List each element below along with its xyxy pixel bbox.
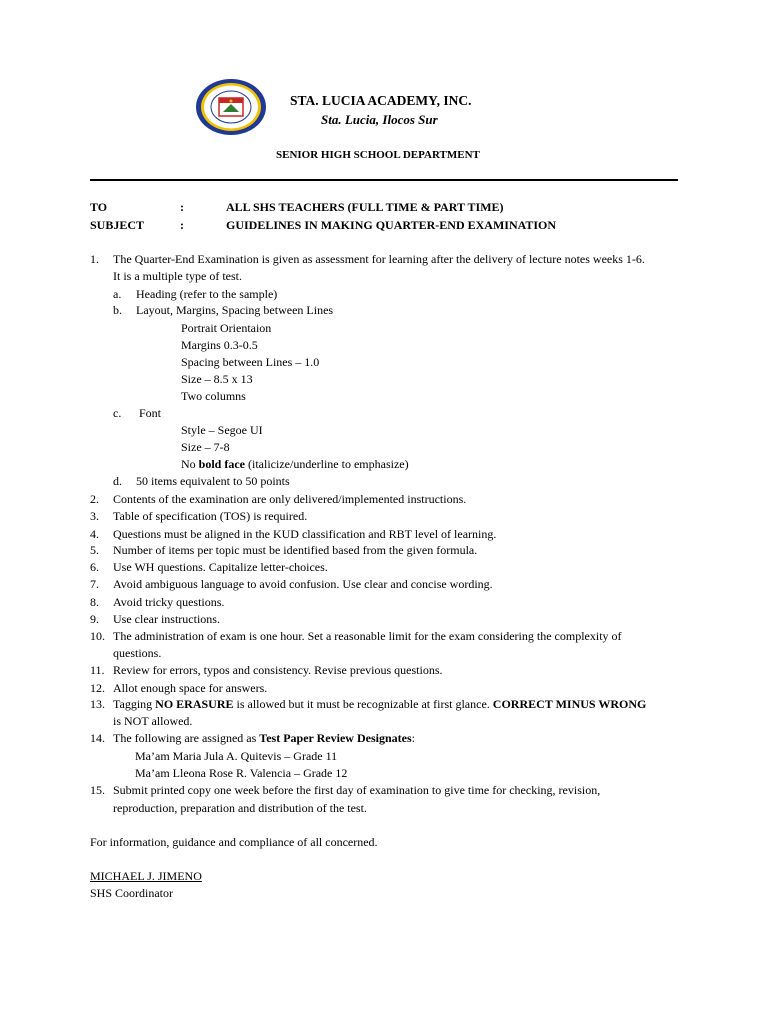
item-14-line-1 bbox=[113, 731, 415, 746]
subject-colon: : bbox=[180, 218, 184, 232]
item-10-line-1: The administration of exam is one hour. Set a reasonable limit for the exam considering the complexity of bbox=[113, 629, 622, 643]
item-8-number: 8. bbox=[90, 595, 99, 609]
layout-orientation: Portrait Orientaion bbox=[181, 321, 272, 335]
item-1d-text: 50 items equivalent to 50 points bbox=[136, 474, 290, 488]
layout-size: Size – 8.5 x 13 bbox=[181, 372, 253, 386]
item-13-line-1 bbox=[113, 697, 646, 712]
item-10-number: 10. bbox=[90, 629, 105, 643]
to-colon: : bbox=[180, 200, 184, 214]
item-14-bold-designates: Test Paper Review Designates bbox=[259, 731, 412, 745]
item-13-number: 13. bbox=[90, 697, 105, 711]
item-1c-text: Font bbox=[139, 406, 162, 420]
font-size: Size – 7-8 bbox=[181, 440, 230, 454]
item-13-mid: is allowed but it must be recognizable at first glance. bbox=[233, 697, 493, 711]
organization-location: Sta. Lucia, Ilocos Sur bbox=[321, 112, 438, 127]
layout-margins: Margins 0.3-0.5 bbox=[181, 338, 258, 352]
item-10-line-2: questions. bbox=[113, 646, 162, 660]
item-13-bold-no-erasure: NO ERASURE bbox=[155, 697, 234, 711]
item-9-text: Use clear instructions. bbox=[113, 612, 220, 626]
signatory-name: MICHAEL J. JIMENO bbox=[90, 869, 202, 883]
subject-label: SUBJECT bbox=[90, 218, 145, 232]
item-8-text: Avoid tricky questions. bbox=[113, 595, 225, 609]
item-13-pre: Tagging bbox=[113, 697, 156, 711]
item-12-text: Allot enough space for answers. bbox=[113, 681, 268, 695]
item-1b-marker: b. bbox=[113, 303, 122, 317]
item-1d-marker: d. bbox=[113, 474, 122, 488]
item-13-line-2: is NOT allowed. bbox=[113, 714, 193, 728]
item-7-number: 7. bbox=[90, 577, 99, 591]
item-15-line-2: reproduction, preparation and distribution of the test. bbox=[113, 801, 367, 815]
item-14-number: 14. bbox=[90, 731, 105, 745]
font-emphasis-bold: bold face bbox=[198, 457, 246, 471]
item-1-line-1: The Quarter-End Examination is given as assessment for learning after the delivery of lecture notes weeks 1-6. bbox=[113, 252, 645, 266]
item-2-number: 2. bbox=[90, 492, 99, 506]
header-divider bbox=[90, 179, 678, 181]
subject-value: GUIDELINES IN MAKING QUARTER-END EXAMINATION bbox=[226, 218, 557, 232]
item-1-number: 1. bbox=[90, 252, 99, 266]
item-7-text: Avoid ambiguous language to avoid confusion. Use clear and concise wording. bbox=[113, 577, 493, 591]
closing-statement: For information, guidance and compliance of all concerned. bbox=[90, 835, 378, 849]
layout-spacing: Spacing between Lines – 1.0 bbox=[181, 355, 320, 369]
item-15-line-1: Submit printed copy one week before the first day of examination to give time for checking, revision, bbox=[113, 783, 601, 797]
to-value: ALL SHS TEACHERS (FULL TIME & PART TIME) bbox=[226, 200, 504, 214]
font-emphasis-post: (italicize/underline to emphasize) bbox=[245, 457, 409, 471]
item-15-number: 15. bbox=[90, 783, 105, 797]
layout-columns: Two columns bbox=[181, 389, 246, 403]
item-1c-marker: c. bbox=[113, 406, 122, 420]
font-emphasis-rule bbox=[181, 457, 409, 472]
item-13-bold-correct-minus-wrong: CORRECT MINUS WRONG bbox=[492, 697, 647, 711]
organization-name: STA. LUCIA ACADEMY, INC. bbox=[290, 93, 472, 108]
designate-grade-12: Ma’am Lleona Rose R. Valencia – Grade 12 bbox=[135, 766, 348, 780]
font-emphasis-pre: No bbox=[181, 457, 199, 471]
department-name: SENIOR HIGH SCHOOL DEPARTMENT bbox=[276, 149, 480, 161]
item-5-text: Number of items per topic must be identified based from the given formula. bbox=[113, 543, 478, 557]
item-1a-marker: a. bbox=[113, 287, 122, 301]
item-4-text: Questions must be aligned in the KUD classification and RBT level of learning. bbox=[113, 527, 497, 541]
item-6-text: Use WH questions. Capitalize letter-choices. bbox=[113, 560, 328, 574]
item-11-text: Review for errors, typos and consistency. Revise previous questions. bbox=[113, 663, 443, 677]
item-6-number: 6. bbox=[90, 560, 99, 574]
signatory-title: SHS Coordinator bbox=[90, 886, 174, 900]
designate-grade-11: Ma’am Maria Jula A. Quitevis – Grade 11 bbox=[135, 749, 338, 763]
school-seal-logo bbox=[195, 78, 267, 136]
item-1a-text: Heading (refer to the sample) bbox=[136, 287, 278, 301]
item-12-number: 12. bbox=[90, 681, 105, 695]
item-11-number: 11. bbox=[90, 663, 105, 677]
item-3-number: 3. bbox=[90, 509, 99, 523]
item-4-number: 4. bbox=[90, 527, 99, 541]
item-14-post: : bbox=[411, 731, 415, 745]
item-2-text: Contents of the examination are only delivered/implemented instructions. bbox=[113, 492, 467, 506]
item-1b-text: Layout, Margins, Spacing between Lines bbox=[136, 303, 334, 317]
item-9-number: 9. bbox=[90, 612, 99, 626]
to-label: TO bbox=[90, 200, 108, 214]
item-14-pre: The following are assigned as bbox=[113, 731, 260, 745]
font-style: Style – Segoe UI bbox=[181, 423, 263, 437]
item-5-number: 5. bbox=[90, 543, 99, 557]
item-3-text: Table of specification (TOS) is required. bbox=[113, 509, 308, 523]
item-1-line-2: It is a multiple type of test. bbox=[113, 269, 242, 283]
